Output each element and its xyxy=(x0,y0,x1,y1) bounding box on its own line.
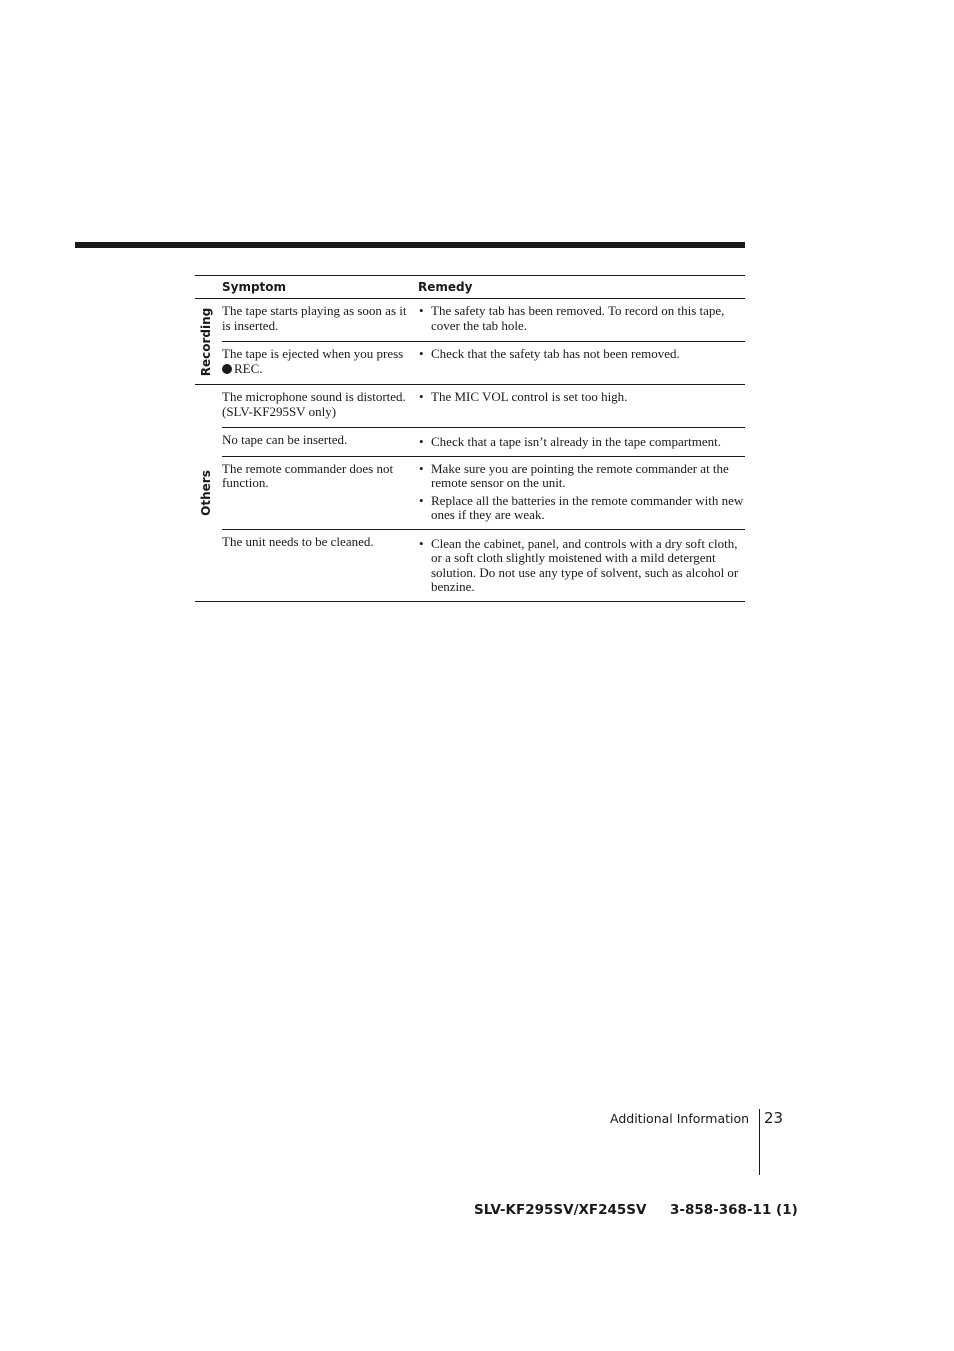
remedy-item: • Clean the cabinet, panel, and controls with a dry soft cloth, or a soft cloth slightly moistened with a mild detergent solution. Do not use any type of solvent, such as alcohol or benzine. xyxy=(418,537,745,595)
section-others xyxy=(195,385,745,602)
table-row xyxy=(222,299,745,342)
top-rule xyxy=(75,242,745,248)
remedy-item: • The safety tab has been removed. To record on this tape, cover the tab hole. xyxy=(418,304,745,333)
section-label-others: Others xyxy=(199,469,213,516)
model-number: SLV-KF295SV/XF245SV xyxy=(474,1202,647,1218)
table-row xyxy=(222,530,745,601)
remedy-cell xyxy=(418,428,745,456)
page-number: 23 xyxy=(764,1109,784,1127)
table-row xyxy=(222,428,745,457)
remedy-cell xyxy=(418,299,745,341)
table-row xyxy=(222,342,745,384)
section-label-recording: Recording xyxy=(199,307,213,376)
remedy-item: • Check that a tape isn’t already in the tape compartment. xyxy=(418,435,745,450)
remedy-cell xyxy=(418,385,745,427)
footer-rule xyxy=(759,1109,760,1175)
remedy-header: Remedy xyxy=(418,280,473,294)
part-code: 3-858-368-11 (1) xyxy=(669,1202,798,1218)
table-row xyxy=(222,385,745,428)
model-code-line xyxy=(474,1202,798,1218)
remedy-cell xyxy=(418,457,745,529)
troubleshooting-table xyxy=(195,275,745,602)
symptom-cell: The tape starts playing as soon as it is inserted. xyxy=(222,303,407,333)
remedy-item: • Make sure you are pointing the remote commander at the remote sensor on the unit. xyxy=(418,462,745,491)
remedy-item: • Replace all the batteries in the remote commander with new ones if they are weak. xyxy=(418,494,745,523)
remedy-cell xyxy=(418,530,745,601)
symptom-cell: The tape is ejected when you press REC. xyxy=(222,346,404,376)
remedy-cell xyxy=(418,342,745,384)
symptom-cell: No tape can be inserted. xyxy=(222,432,348,447)
symptom-cell: The microphone sound is distorted. (SLV-KF295SV only) xyxy=(222,389,406,419)
symptom-cell: The remote commander does not function. xyxy=(222,460,394,490)
section-recording xyxy=(195,299,745,385)
remedy-item: • Check that the safety tab has not been removed. xyxy=(418,347,745,362)
footer-section-title: Additional Information xyxy=(610,1111,750,1126)
table-row xyxy=(222,457,745,530)
record-dot-icon xyxy=(222,364,232,374)
symptom-cell: The unit needs to be cleaned. xyxy=(222,533,374,549)
table-header xyxy=(195,275,745,299)
symptom-header: Symptom xyxy=(222,280,287,294)
remedy-item: • The MIC VOL control is set too high. xyxy=(418,390,745,405)
